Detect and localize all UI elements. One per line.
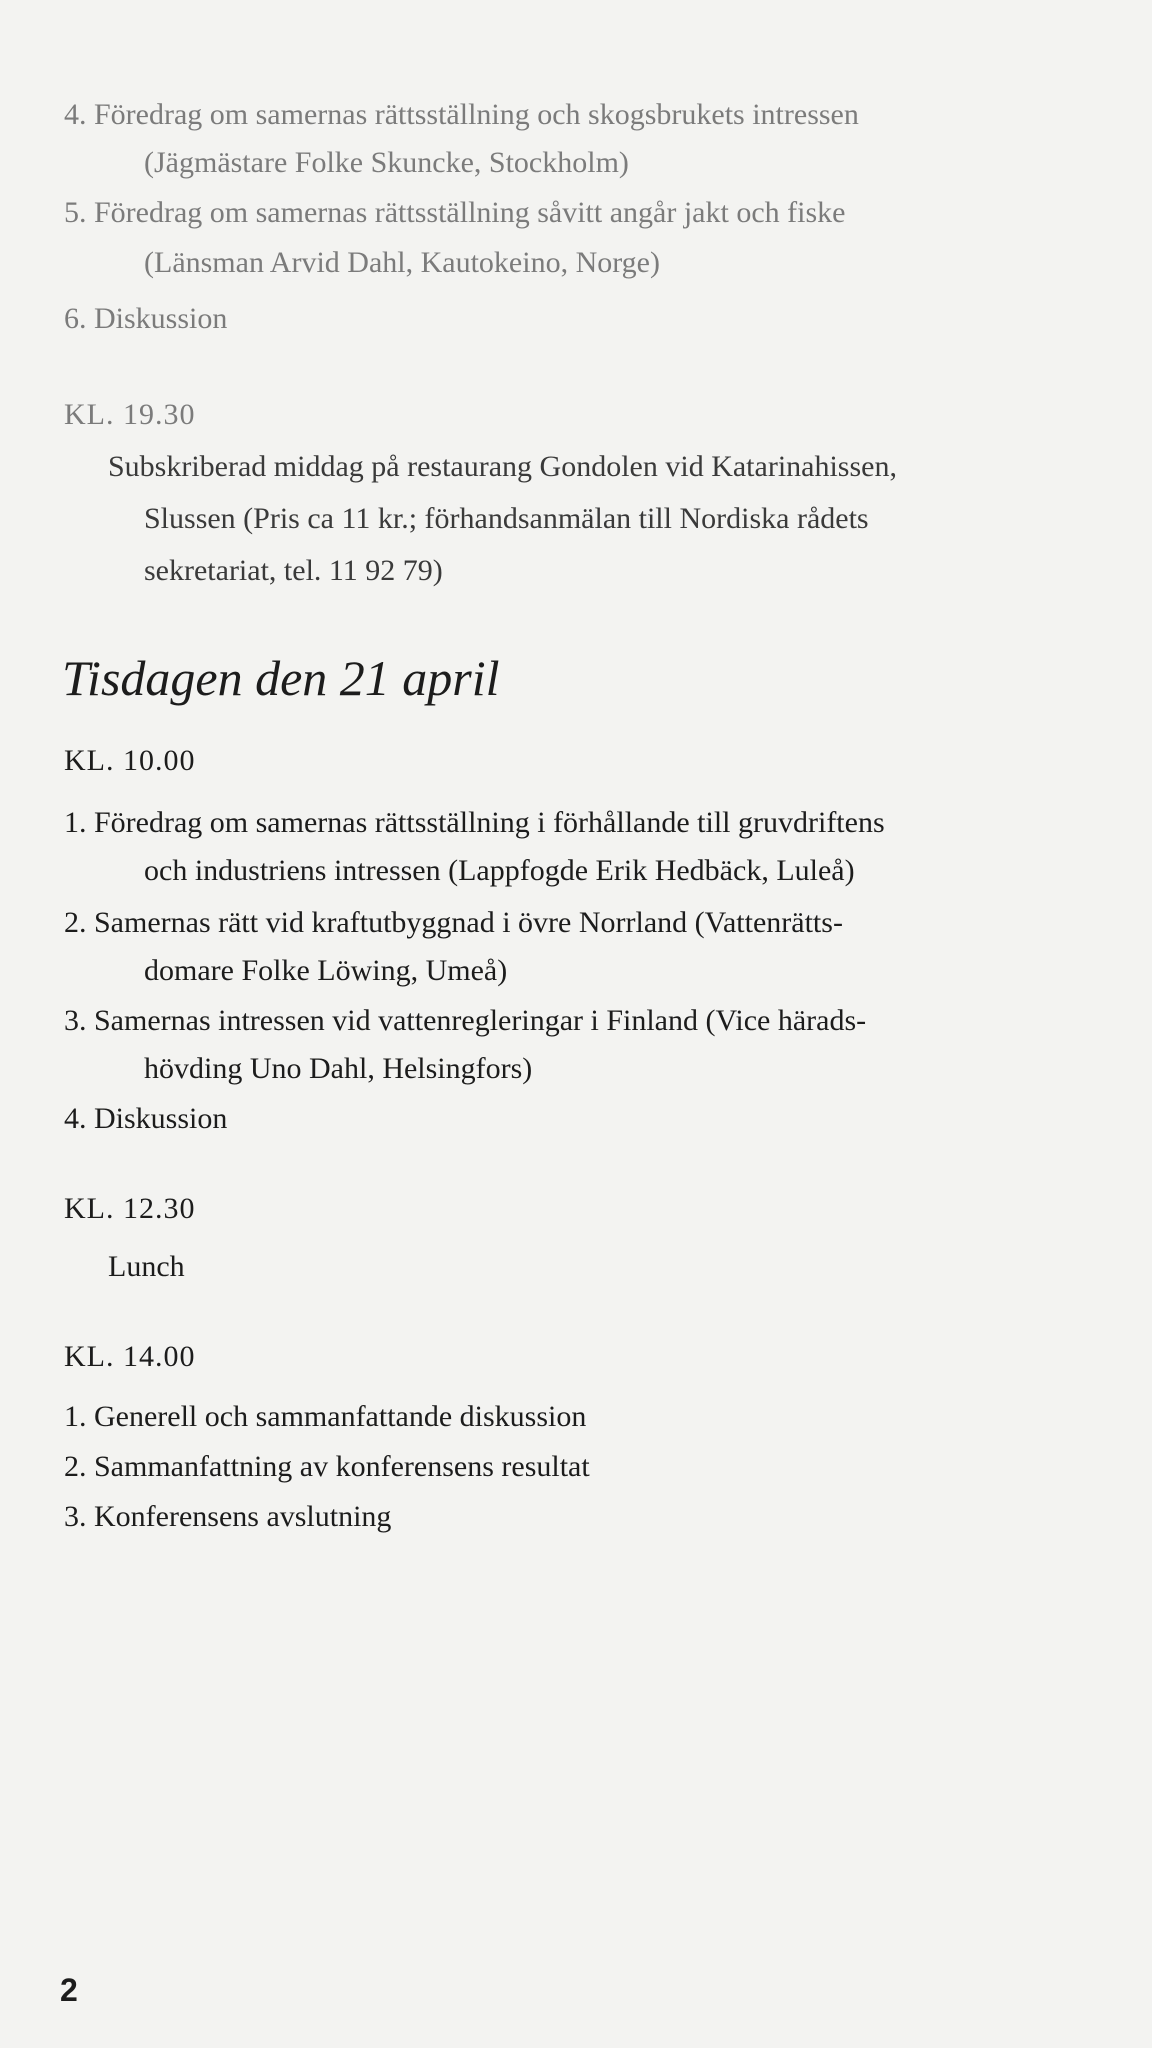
item-number: 4. <box>64 98 87 131</box>
session-item-2-cont: domare Folke Löwing, Umeå) <box>144 954 508 987</box>
agenda-item-5 <box>64 188 845 238</box>
item-number: 2. <box>64 1450 87 1483</box>
closing-item-3 <box>64 1492 391 1542</box>
agenda-item-4 <box>64 90 859 140</box>
agenda-item-5-cont: (Länsman Arvid Dahl, Kautokeino, Norge) <box>144 246 660 279</box>
dinner-line-1: Subskriberad middag på restaurang Gondolen vid Katarinahissen, <box>108 450 897 483</box>
item-number: 5. <box>64 196 87 229</box>
item-number: 2. <box>64 906 87 939</box>
agenda-item-6 <box>64 294 227 344</box>
time-1000: KL. 10.00 <box>64 744 196 777</box>
item-number: 6. <box>64 302 87 335</box>
page-number: 2 <box>60 1972 78 2008</box>
item-text: Sammanfattning av konferensens resultat <box>94 1450 590 1483</box>
dinner-line-3: sekretariat, tel. 11 92 79) <box>144 554 443 587</box>
item-text: Föredrag om samernas rättsställning i förhållande till gruvdriftens <box>94 806 885 839</box>
agenda-item-4-cont: (Jägmästare Folke Skuncke, Stockholm) <box>144 146 629 179</box>
item-text: Generell och sammanfattande diskussion <box>94 1400 587 1433</box>
closing-item-2 <box>64 1442 590 1492</box>
time-1400: KL. 14.00 <box>64 1340 196 1373</box>
lunch-text: Lunch <box>108 1250 185 1283</box>
day-heading: Tisdagen den 21 april <box>62 650 500 706</box>
item-number: 3. <box>64 1004 87 1037</box>
closing-item-1 <box>64 1392 586 1442</box>
dinner-line-2: Slussen (Pris ca 11 kr.; förhandsanmälan till Nordiska rådets <box>144 502 869 535</box>
session-item-2 <box>64 898 843 948</box>
item-text: Föredrag om samernas rättsställning såvitt angår jakt och fiske <box>94 196 846 229</box>
session-item-1 <box>64 798 885 848</box>
item-text: Diskussion <box>94 302 228 335</box>
time-1930: KL. 19.30 <box>64 398 196 431</box>
item-text: Samernas rätt vid kraftutbyggnad i övre Norrland (Vattenrätts- <box>94 906 843 939</box>
item-number: 1. <box>64 806 87 839</box>
session-item-3-cont: hövding Uno Dahl, Helsingfors) <box>144 1052 533 1085</box>
item-number: 3. <box>64 1500 87 1533</box>
time-1230: KL. 12.30 <box>64 1192 196 1225</box>
session-item-1-cont: och industriens intressen (Lappfogde Erik Hedbäck, Luleå) <box>144 854 855 887</box>
item-number: 1. <box>64 1400 87 1433</box>
session-item-3 <box>64 996 866 1046</box>
item-text: Samernas intressen vid vattenregleringar i Finland (Vice härads- <box>94 1004 867 1037</box>
item-number: 4. <box>64 1102 87 1135</box>
session-item-4 <box>64 1094 227 1144</box>
item-text: Föredrag om samernas rättsställning och skogsbrukets intressen <box>94 98 859 131</box>
item-text: Konferensens avslutning <box>94 1500 392 1533</box>
item-text: Diskussion <box>94 1102 228 1135</box>
